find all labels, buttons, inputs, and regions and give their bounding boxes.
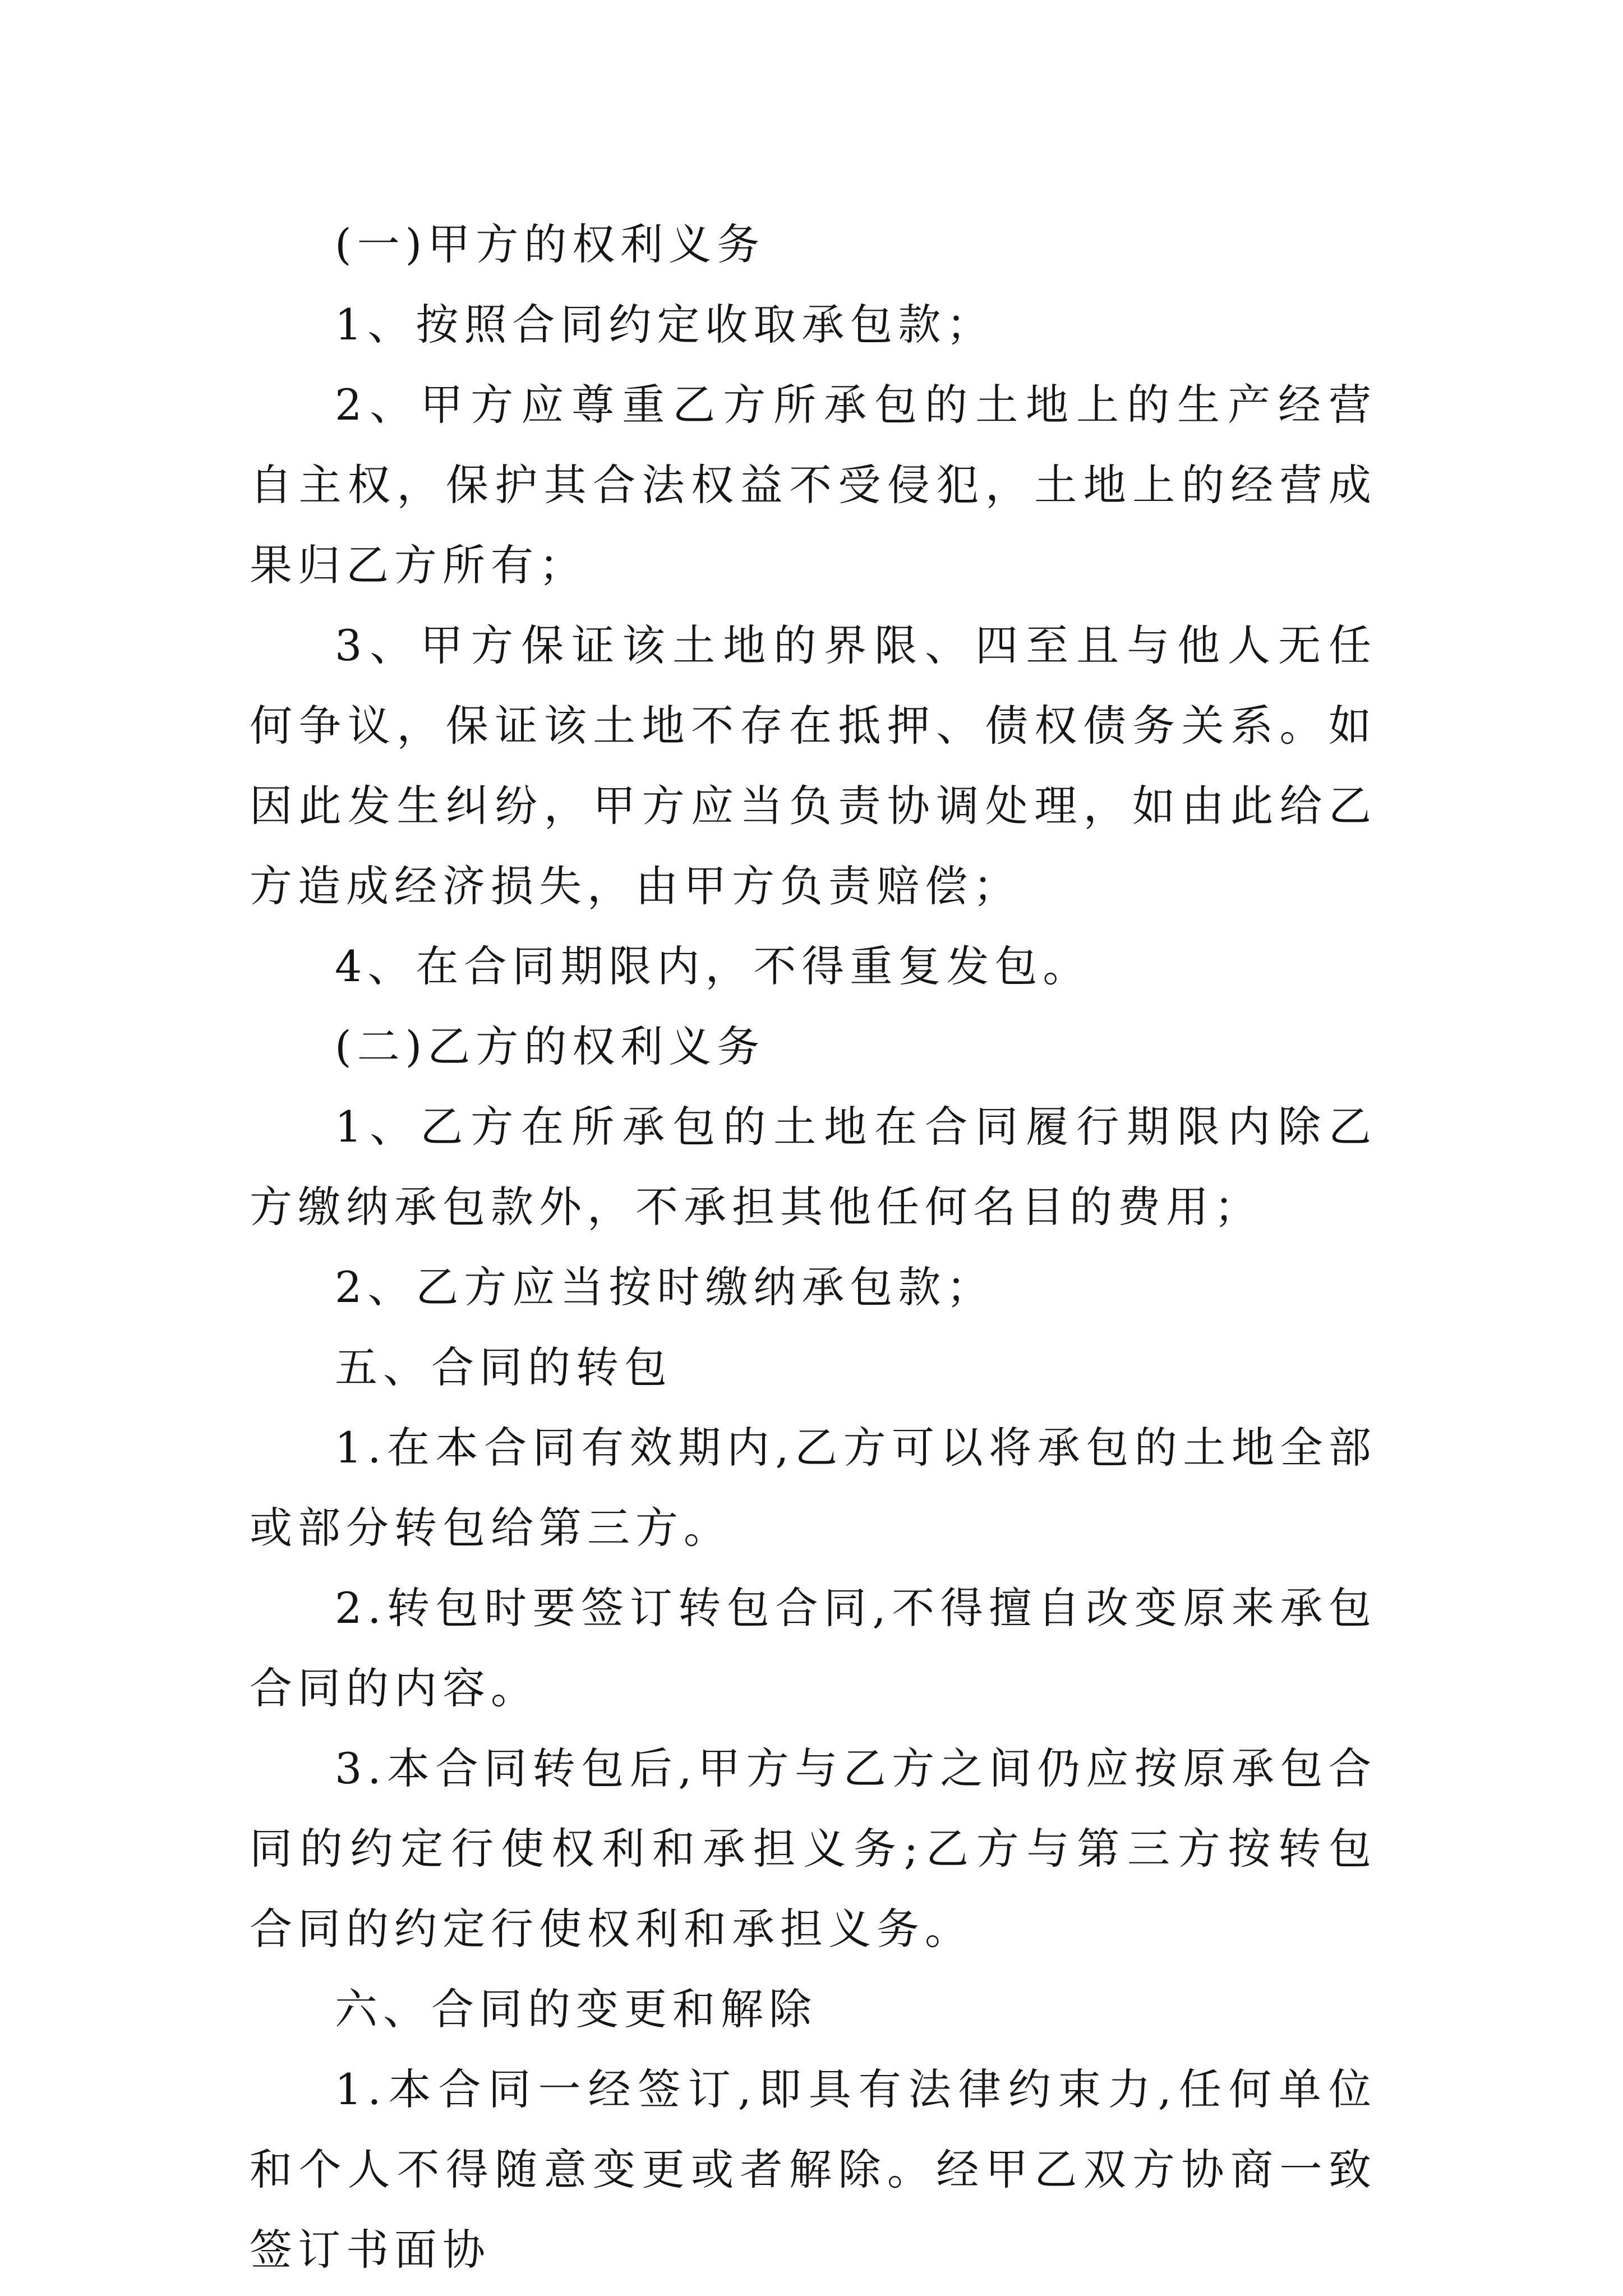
party-a-clause-3: 3、甲方保证该土地的界限、四至且与他人无任何争议，保证该土地不存在抵押、债权债务关系。如因此发生纠纷，甲方应当负责协调处理，如由此给乙方造成经济损失，由甲方负责赔偿； xyxy=(250,620,1377,911)
change-termination-clause-1: 1.本合同一经签订,即具有法律约束力,任何单位和个人不得随意变更或者解除。经甲乙双方协商一致签订书面协 xyxy=(250,2064,1377,2275)
section-heading-change-termination: 六、合同的变更和解除 xyxy=(335,1984,817,2034)
subcontracting-clause-2: 2.转包时要签订转包合同,不得擅自改变原来承包合同的内容。 xyxy=(250,1583,1377,1713)
party-b-clause-2: 2、乙方应当按时缴纳承包款； xyxy=(335,1262,995,1312)
party-b-clause-1: 1、乙方在所承包的土地在合同履行期限内除乙方缴纳承包款外，不承担其他任何名目的费用； xyxy=(250,1102,1377,1232)
document-body xyxy=(250,204,1377,2290)
section-heading-party-b-rights: (二)乙方的权利义务 xyxy=(335,1022,766,1071)
subcontracting-clause-1: 1.在本合同有效期内,乙方可以将承包的土地全部或部分转包给第三方。 xyxy=(250,1423,1377,1553)
party-a-clause-2: 2、甲方应尊重乙方所承包的土地上的生产经营自主权，保护其合法权益不受侵犯，土地上的经营成果归乙方所有； xyxy=(250,380,1377,590)
section-heading-party-a-rights: (一)甲方的权利义务 xyxy=(335,219,766,269)
party-a-clause-1: 1、按照合同约定收取承包款； xyxy=(335,300,995,349)
subcontracting-clause-3: 3.本合同转包后,甲方与乙方之间仍应按原承包合同的约定行使权利和承担义务;乙方与第三方按转包合同的约定行使权利和承担义务。 xyxy=(250,1743,1377,1954)
section-heading-subcontracting: 五、合同的转包 xyxy=(335,1342,672,1392)
party-a-clause-4: 4、在合同期限内，不得重复发包。 xyxy=(335,941,1091,991)
